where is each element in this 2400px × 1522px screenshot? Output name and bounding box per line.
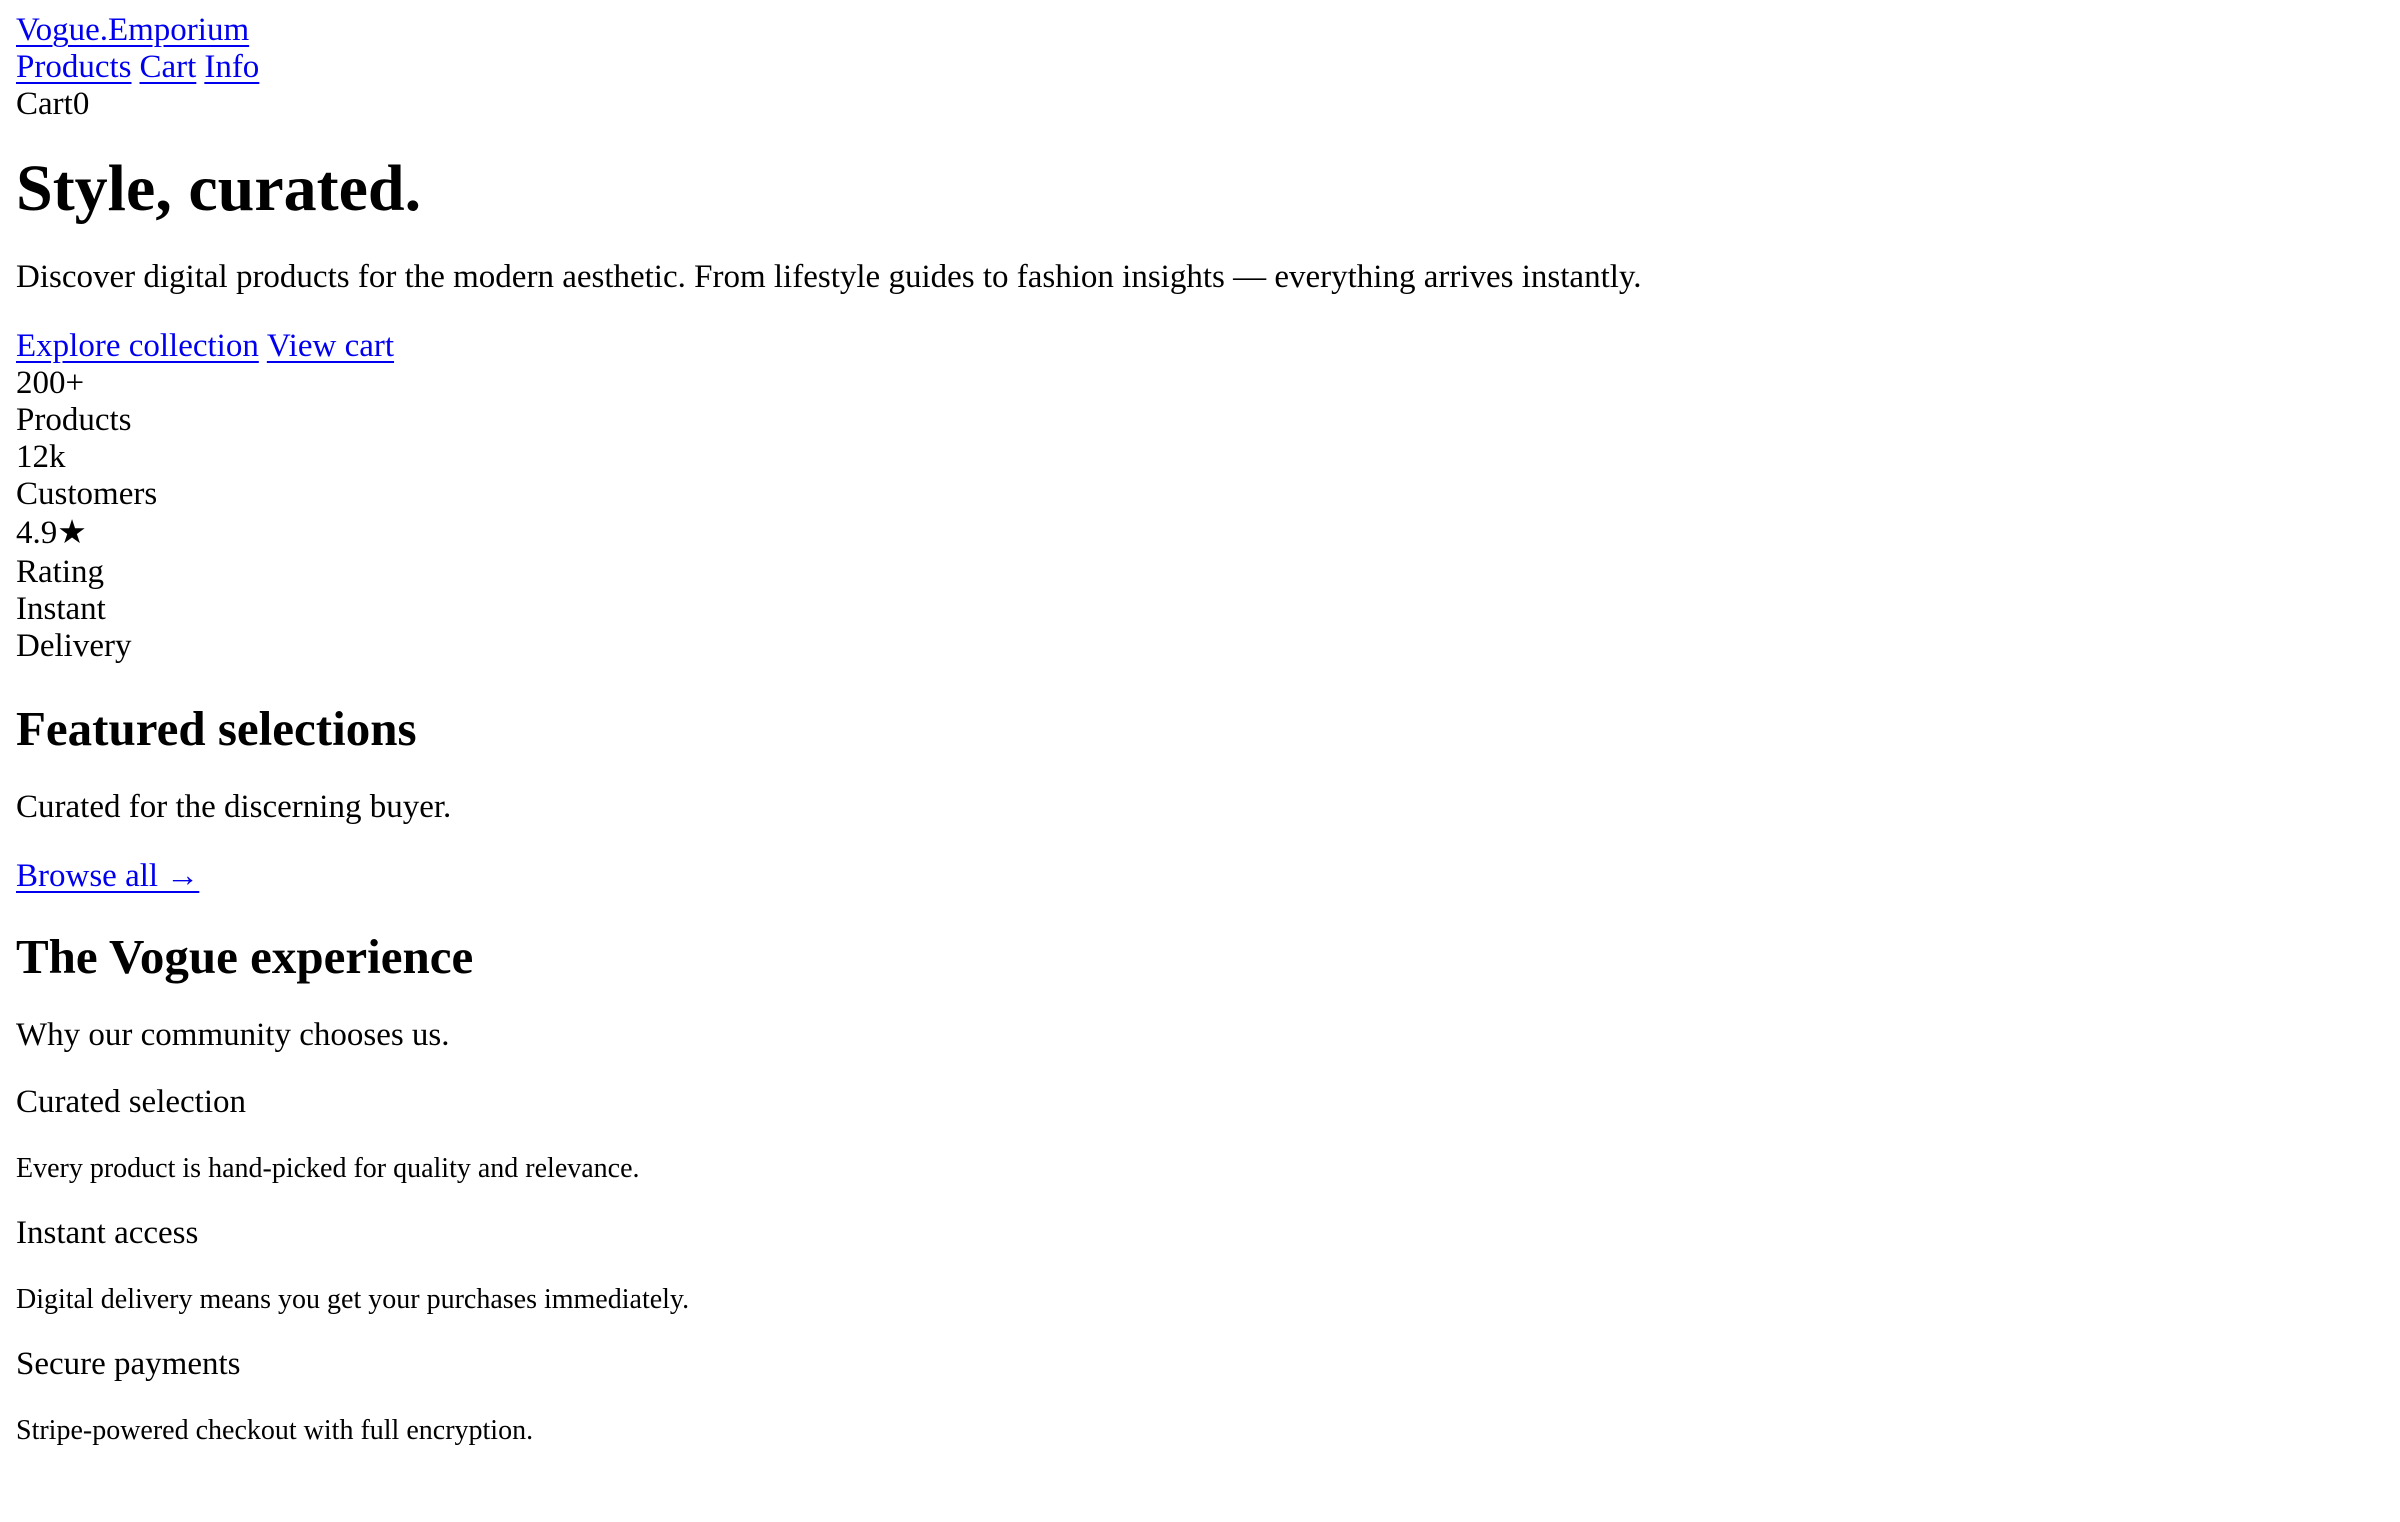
feature-description: Every product is hand-picked for quality and relevance. <box>16 1153 640 1184</box>
nav-products-link[interactable]: Products <box>16 49 132 85</box>
cart-indicator[interactable] <box>16 86 2384 123</box>
feature-title: Curated selection <box>16 1084 247 1120</box>
feature-item <box>16 1346 2384 1447</box>
explore-collection-link[interactable]: Explore collection <box>16 328 259 364</box>
stat-value: Instant <box>16 591 106 627</box>
stat-label: Delivery <box>16 628 132 664</box>
featured-section <box>16 701 2384 895</box>
brand-link[interactable]: Vogue.Emporium <box>16 12 250 48</box>
site-header <box>16 12 2384 123</box>
featured-title: Featured selections <box>16 701 417 756</box>
feature-title: Secure payments <box>16 1346 241 1382</box>
main-nav <box>16 49 2384 86</box>
nav-cart-link[interactable]: Cart <box>139 49 197 85</box>
hero-section <box>16 151 2384 365</box>
feature-title: Instant access <box>16 1215 199 1251</box>
feature-description: Stripe-powered checkout with full encryption. <box>16 1415 534 1446</box>
stat-rating <box>16 513 2384 591</box>
hero-actions <box>16 328 2384 365</box>
feature-description: Digital delivery means you get your purchases immediately. <box>16 1284 690 1315</box>
stat-delivery <box>16 591 2384 665</box>
experience-section <box>16 929 2384 1447</box>
stat-label: Rating <box>16 554 104 590</box>
stat-customers <box>16 439 2384 513</box>
experience-subtitle: Why our community chooses us. <box>16 1017 450 1053</box>
feature-item <box>16 1215 2384 1316</box>
stat-label: Products <box>16 402 132 438</box>
cart-count-badge: 0 <box>72 86 90 122</box>
hero-title: Style, curated. <box>16 152 422 225</box>
nav-info-link[interactable]: Info <box>204 49 260 85</box>
view-cart-link[interactable]: View cart <box>266 328 395 364</box>
feature-item <box>16 1084 2384 1185</box>
cart-label: Cart <box>16 86 73 122</box>
featured-subtitle: Curated for the discerning buyer. <box>16 789 452 825</box>
browse-all-link[interactable]: Browse all → <box>16 858 200 894</box>
stat-value: 12k <box>16 439 66 475</box>
experience-title: The Vogue experience <box>16 929 474 984</box>
stat-products <box>16 365 2384 439</box>
stat-value: 4.9★ <box>16 515 87 551</box>
stat-value: 200+ <box>16 365 85 401</box>
stat-label: Customers <box>16 476 158 512</box>
stats-section <box>16 365 2384 665</box>
hero-description: Discover digital products for the modern aesthetic. From lifestyle guides to fashion insights — everything arrives instantly. <box>16 259 1642 295</box>
